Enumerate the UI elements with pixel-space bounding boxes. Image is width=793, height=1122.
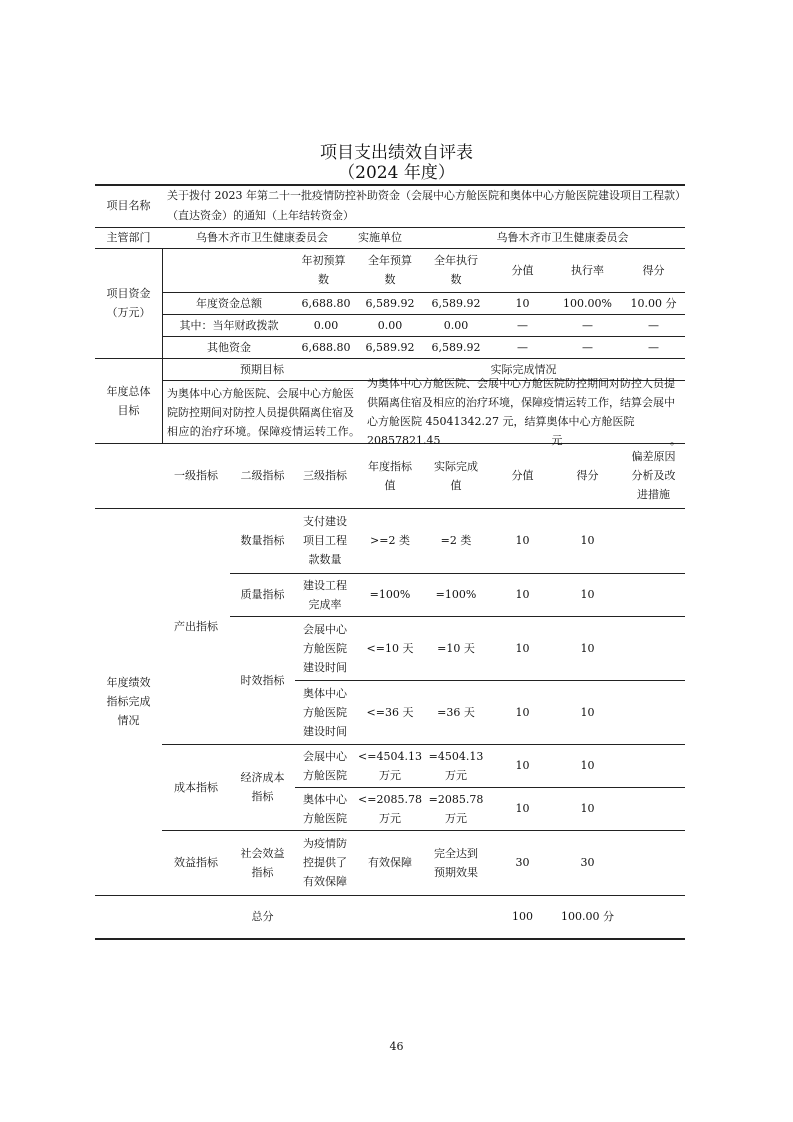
got-cell: 10 — [580, 705, 595, 719]
goals-actual-text: 为奥体中心方舱医院、会展中心方舱医院防控期间对防控人员提供隔离住宿及相应的治疗环境，保障疫情运转工作，结算会展中心方舱医院 45041342.27 元，结算奥体中心方舱医院 20857821.45 元。 — [367, 377, 681, 447]
funds-cell: 100.00% — [563, 296, 612, 310]
level2-cell: 数量指标 — [240, 534, 285, 547]
got-cell: 10 — [580, 534, 595, 547]
funds-cell: — — [517, 340, 528, 354]
note-cell — [622, 616, 685, 680]
funds-header: 执行率 — [571, 263, 604, 277]
level3-cell: 会展中心 方舱医院 建设时间 — [303, 622, 347, 674]
goals-expected-text: 为奥体中心方舱医院、会展中心方舱医院防控期间对防控人员提供隔离住宿及相应的治疗环境。保障疫情运转工作。 — [167, 386, 360, 438]
funds-cell: — — [648, 318, 659, 332]
funds-row-name: 其他资金 — [207, 340, 251, 354]
target-cell: <=10 天 — [366, 641, 414, 655]
page-number: 46 — [389, 1040, 404, 1053]
funds-cell: 6,589.92 — [431, 296, 481, 310]
actual-cell: =36 天 — [437, 705, 475, 719]
target-cell: >=2 类 — [370, 534, 410, 547]
funds-cell: 6,589.92 — [431, 340, 481, 354]
score-cell: 10 — [515, 802, 530, 815]
funds-cell: — — [582, 318, 593, 332]
score-cell: 10 — [515, 641, 530, 655]
funds-header: 分值 — [511, 263, 534, 277]
level3-cell: 建设工程 完成率 — [303, 578, 347, 611]
funds-row-name: 年度资金总额 — [196, 296, 262, 310]
got-cell: 10 — [580, 588, 595, 601]
dept-value: 乌鲁木齐市卫生健康委员会 — [196, 231, 328, 244]
note-cell — [622, 508, 685, 573]
level1-cell: 产出指标 — [174, 619, 218, 633]
score-cell: 10 — [515, 588, 530, 601]
funds-cell: 6,589.92 — [365, 340, 415, 354]
note-cell — [622, 573, 685, 616]
actual-cell: =2085.78 万元 — [428, 792, 484, 825]
indicator-header: 偏差原因 分析及改 进措施 — [631, 450, 676, 501]
funds-cell: 0.00 — [377, 318, 403, 332]
actual-cell: =100% — [435, 588, 477, 601]
got-cell: 10 — [580, 759, 595, 772]
actual-cell: =2 类 — [440, 534, 472, 547]
impl-label: 实施单位 — [358, 231, 402, 244]
total-got: 100.00 分 — [561, 910, 614, 923]
note-cell — [622, 680, 685, 744]
level1-cell: 成本指标 — [174, 780, 218, 794]
table-bottom-rule — [95, 938, 685, 940]
indicator-header: 年度指标 值 — [368, 459, 412, 492]
level2-cell: 社会效益 指标 — [240, 846, 285, 879]
funds-row-name: 其中：当年财政拨款 — [179, 318, 279, 332]
target-cell: <=36 天 — [366, 705, 414, 719]
impl-value: 乌鲁木齐市卫生健康委员会 — [496, 231, 629, 244]
note-cell — [622, 787, 685, 830]
actual-cell: =4504.13 万元 — [428, 749, 484, 782]
funds-label: 项目资金 （万元） — [106, 287, 151, 319]
goals-label: 年度总体 目标 — [106, 384, 151, 417]
note-cell — [622, 830, 685, 895]
funds-cell: 6,589.92 — [365, 296, 415, 310]
dept-label: 主管部门 — [106, 231, 151, 244]
page-subtitle: （2024 年度） — [338, 163, 455, 183]
got-cell: 10 — [580, 641, 595, 655]
target-cell: =100% — [369, 588, 411, 601]
level2-cell: 经济成本 指标 — [240, 771, 285, 803]
target-cell: <=4504.13 万元 — [358, 749, 422, 782]
funds-header: 全年执行 数 — [434, 254, 478, 286]
goals-expected-header: 预期目标 — [240, 362, 284, 376]
indicator-header: 分值 — [511, 469, 534, 482]
level2-cell: 时效指标 — [240, 673, 285, 687]
indicator-section-label: 年度绩效 指标完成 情况 — [106, 676, 151, 727]
indicator-header: 三级指标 — [303, 469, 347, 482]
score-cell: 30 — [515, 856, 530, 869]
funds-cell: 0.00 — [313, 318, 339, 332]
funds-header: 得分 — [642, 263, 665, 277]
level2-cell: 质量指标 — [240, 588, 285, 601]
funds-cell: — — [517, 318, 528, 332]
funds-cell: 10.00 分 — [630, 296, 677, 310]
level3-cell: 支付建设 项目工程 款数量 — [303, 515, 347, 566]
total-label: 总分 — [251, 910, 274, 923]
indicator-header: 二级指标 — [240, 469, 285, 482]
note-cell — [622, 744, 685, 787]
funds-cell: 6,688.80 — [301, 340, 351, 354]
total-score: 100 — [512, 910, 533, 923]
funds-cell: 6,688.80 — [301, 296, 351, 310]
project-name-value: 关于拨付 2023 年第二十一批疫情防控补助资金（会展中心方舱医院和奥体中心方舱医院建设项目工程款）（直达资金）的通知（上年结转资金） — [167, 188, 681, 222]
level3-cell: 为疫情防 控提供了 有效保障 — [303, 837, 347, 888]
got-cell: 10 — [580, 802, 595, 815]
level1-cell: 效益指标 — [174, 856, 218, 869]
got-cell: 30 — [580, 856, 595, 869]
level3-cell: 会展中心 方舱医院 — [303, 749, 347, 782]
level3-cell: 奥体中心 方舱医院 建设时间 — [303, 686, 347, 738]
target-cell: 有效保障 — [368, 856, 412, 869]
target-cell: <=2085.78 万元 — [358, 792, 422, 825]
funds-cell: 10 — [515, 296, 530, 310]
actual-cell: =10 天 — [437, 641, 475, 655]
funds-header: 全年预算 数 — [368, 254, 412, 286]
funds-cell: — — [648, 340, 659, 354]
project-name-label: 项目名称 — [106, 199, 151, 212]
funds-cell: — — [582, 340, 593, 354]
score-cell: 10 — [515, 705, 530, 719]
funds-header: 年初预算 数 — [301, 254, 346, 286]
goals-actual-header: 实际完成情况 — [490, 362, 557, 376]
indicator-header: 得分 — [576, 469, 599, 482]
level3-cell: 奥体中心 方舱医院 — [303, 792, 347, 825]
page-title: 项目支出绩效自评表 — [320, 143, 473, 163]
score-cell: 10 — [515, 759, 530, 772]
score-cell: 10 — [515, 534, 530, 547]
funds-cell: 0.00 — [443, 318, 469, 332]
indicator-header: 实际完成 值 — [434, 459, 478, 492]
actual-cell: 完全达到 预期效果 — [434, 846, 478, 879]
indicator-header: 一级指标 — [174, 469, 218, 482]
